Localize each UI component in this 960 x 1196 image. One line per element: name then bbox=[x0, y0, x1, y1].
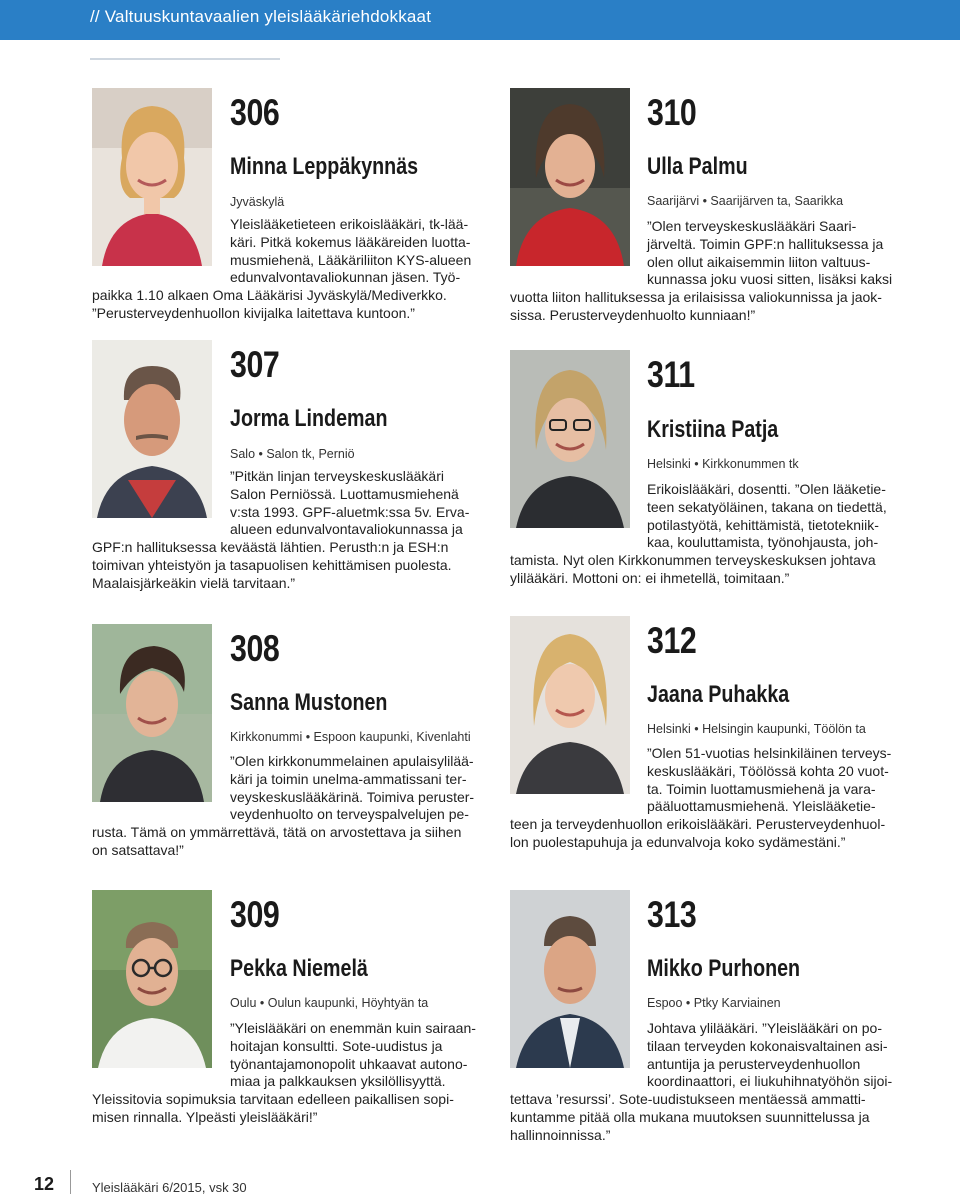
candidate-310-number: 310 bbox=[647, 92, 697, 133]
candidate-308-number: 308 bbox=[230, 628, 280, 669]
statement-line: GPF:n hallituksessa keväästä lähtien. Perusth:n ja ESH:n bbox=[92, 539, 449, 556]
statement-line: rusta. Tämä on ymmärrettävä, tätä on arvostettava ja siihen bbox=[92, 824, 462, 841]
candidate-312-number: 312 bbox=[647, 620, 697, 661]
statement-line: käri. Pitkä kokemus lääkäreiden luotta- bbox=[230, 233, 471, 250]
footer-divider bbox=[70, 1170, 71, 1194]
candidate-310-statement bbox=[0, 218, 960, 325]
statement-line: Erikoislääkäri, dosentti. ”Olen lääketie- bbox=[647, 481, 886, 497]
statement-line: hoitajan konsultti. Sote-uudistus ja bbox=[230, 1037, 443, 1054]
candidate-309-name: Pekka Niemelä bbox=[230, 955, 368, 982]
statement-line: Maalaisjärkeäkin vielä tarvitaan.” bbox=[92, 574, 296, 591]
statement-line: vuotta liiton hallituksessa ja erilaisissa valiokunnissa ja jaok- bbox=[510, 289, 882, 306]
statement-line: v:sta 1993. GPF-aluetmk:ssa 5v. Erva- bbox=[230, 503, 470, 520]
candidate-306-number: 306 bbox=[230, 92, 280, 133]
candidate-312-location: Helsinki • Helsingin kaupunki, Töölön ta bbox=[647, 722, 866, 736]
statement-line: toimivan yhteistyön ja tasapuolisen kehittämisen puolesta. bbox=[92, 556, 452, 573]
candidate-306-name: Minna Leppäkynnäs bbox=[230, 153, 419, 180]
statement-line: työnantajamonopolit uhkaavat autono- bbox=[230, 1055, 468, 1072]
statement-line: Yleissitovia sopimuksia tarvitaan edelleen paikallisen sopi- bbox=[92, 1091, 454, 1108]
statement-line: teen ja terveydenhuollon erikoislääkäri. Perusterveydenhuol- bbox=[510, 816, 886, 833]
statement-line: miaa ja palkkauksen yksilöllisyyttä. bbox=[230, 1073, 446, 1090]
statement-line: ”Olen kirkkonummelainen apulaisylilää- bbox=[230, 753, 474, 769]
statement-line: misen rinnalla. Ylpeästi yleislääkäri!” bbox=[92, 1108, 318, 1125]
statement-line: musmiehenä, Lääkäriliiton KYS-alueen bbox=[230, 251, 472, 268]
candidate-312-statement bbox=[0, 745, 960, 852]
statement-line: paikka 1.10 alkaen Oma Lääkärisi Jyväskylä/Mediverkko. bbox=[92, 287, 447, 304]
candidate-309-location: Oulu • Oulun kaupunki, Höyhtyän ta bbox=[230, 996, 429, 1010]
statement-line: tilaan terveyden kokonaisvaltainen asi- bbox=[647, 1037, 888, 1054]
candidate-308-name: Sanna Mustonen bbox=[230, 689, 388, 716]
statement-line: käri ja toimin unelma-ammatissani ter- bbox=[230, 770, 467, 787]
candidate-312-name: Jaana Puhakka bbox=[647, 681, 790, 708]
statement-line: kuntamme pitää olla mukana muutoksen suunnittelussa ja bbox=[510, 1108, 870, 1125]
candidate-310-location: Saarijärvi • Saarijärven ta, Saarikka bbox=[647, 194, 844, 208]
candidate-311-name: Kristiina Patja bbox=[647, 416, 779, 443]
statement-line: keskuslääkäri, Töölössä kohta 20 vuot- bbox=[647, 762, 889, 779]
statement-line: kunnassa joku vuosi sitten, lisäksi kaksi bbox=[647, 271, 893, 288]
statement-line: veyskeskuslääkärinä. Toimiva peruster- bbox=[230, 788, 475, 805]
candidate-307-number: 307 bbox=[230, 344, 280, 385]
statement-line: ”Perusterveydenhuollon kivijalka laitettava kuntoon.” bbox=[92, 304, 415, 321]
statement-line: Yleislääketieteen erikoislääkäri, tk-lää- bbox=[230, 216, 469, 232]
statement-line: ”Olen 51-vuotias helsinkiläinen terveys- bbox=[647, 745, 892, 761]
candidate-307-name: Jorma Lindeman bbox=[230, 405, 388, 432]
statement-line: on satsattava!” bbox=[92, 841, 184, 858]
candidate-311-location: Helsinki • Kirkkonummen tk bbox=[647, 457, 799, 471]
candidate-311-number: 311 bbox=[647, 354, 695, 395]
subband-line bbox=[90, 58, 280, 60]
statement-line: potilastyötä, kehittämistä, tietotekniik- bbox=[647, 516, 879, 533]
page-number: 12 bbox=[34, 1174, 55, 1194]
statement-line: ”Pitkän linjan terveyskeskuslääkäri bbox=[230, 468, 444, 484]
statement-line: Salon Perniössä. Luottamusmiehenä bbox=[230, 485, 459, 502]
statement-line: ”Yleislääkäri on enemmän kuin sairaan- bbox=[230, 1020, 476, 1036]
statement-line: ”Olen terveyskeskuslääkäri Saari- bbox=[647, 218, 857, 234]
publication-info: Yleislääkäri 6/2015, vsk 30 bbox=[92, 1180, 247, 1195]
candidate-309-number: 309 bbox=[230, 894, 280, 935]
statement-line: hallinnoinnissa.” bbox=[510, 1126, 611, 1143]
candidate-313-statement bbox=[0, 1020, 960, 1145]
candidate-313-number: 313 bbox=[647, 894, 697, 935]
statement-line: järveltä. Toimin GPF:n hallituksessa ja bbox=[647, 235, 884, 252]
candidate-310-name: Ulla Palmu bbox=[647, 153, 748, 180]
statement-line: teen sekatyöläinen, takana on tiedettä, bbox=[647, 498, 887, 515]
statement-line: antuntija ja perusterveydenhuollon bbox=[647, 1055, 861, 1072]
candidate-311-statement bbox=[0, 481, 960, 588]
candidate-313-name: Mikko Purhonen bbox=[647, 955, 801, 982]
statement-line: Johtava ylilääkäri. ”Yleislääkäri on po- bbox=[647, 1020, 882, 1036]
statement-line: tamista. Nyt olen Kirkkonummen terveyskeskuksen johtava bbox=[510, 552, 876, 569]
statement-line: ta. Toimin luottamusmiehenä ja vara- bbox=[647, 780, 876, 797]
statement-line: olen ollut aikaisemmin liiton valtuus- bbox=[647, 253, 871, 270]
statement-line: ylilääkäri. Mottoni on: ei ihmetellä, toimitaan.” bbox=[510, 569, 790, 586]
header-subband bbox=[0, 40, 960, 62]
statement-line: edunvalvontavaliokunnan jäsen. Työ- bbox=[230, 269, 461, 286]
section-title: // Valtuuskuntavaalien yleislääkäriehdokkaat bbox=[90, 7, 432, 26]
page-header bbox=[0, 0, 960, 40]
statement-line: koordinaattori, ei liukuhihnatyöhön sijoi- bbox=[647, 1073, 893, 1090]
statement-line: tettava ’resurssi’. Sote-uudistukseen mentäessä ammatti- bbox=[510, 1091, 866, 1108]
candidate-307-location: Salo • Salon tk, Perniö bbox=[230, 447, 355, 461]
statement-line: veydenhuolto on terveyspalvelujen pe- bbox=[230, 806, 469, 823]
statement-line: kaa, kouluttamista, työnohjausta, joh- bbox=[647, 534, 879, 551]
statement-line: sissa. Perusterveydenhuolto kunniaan!” bbox=[510, 306, 756, 323]
statement-line: alueen edunvalvontavaliokunnassa ja bbox=[230, 521, 463, 538]
candidate-313-location: Espoo • Ptky Karviainen bbox=[647, 996, 781, 1010]
statement-line: pääluottamusmiehenä. Yleislääketie- bbox=[647, 798, 876, 815]
candidate-308-location: Kirkkonummi • Espoon kaupunki, Kivenlahti bbox=[230, 730, 471, 744]
statement-line: lon puolestapuhuja ja edunvalvoja koko sydämestäni.” bbox=[510, 833, 846, 850]
candidate-306-location: Jyväskylä bbox=[230, 195, 285, 209]
